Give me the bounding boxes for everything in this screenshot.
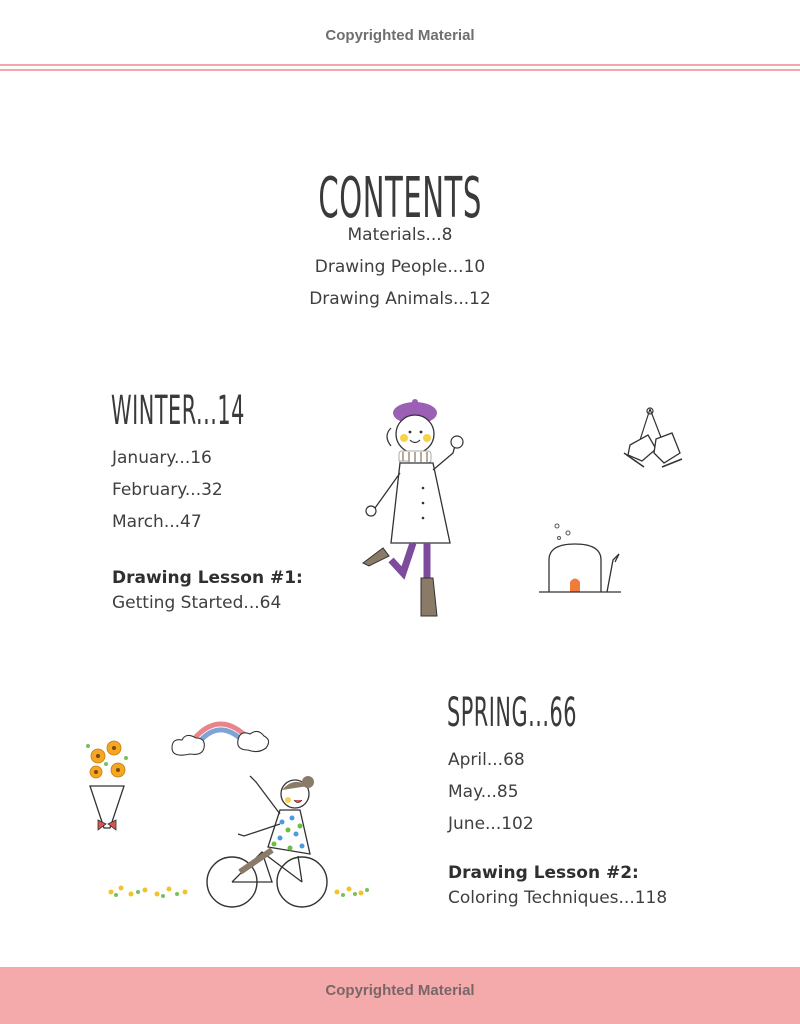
lesson-title: Drawing Lesson #1: [112,568,303,588]
winter-title: WINTER...14 [111,388,245,434]
toc-entry: March...47 [112,512,202,532]
header-rule [0,64,800,66]
winter-list [112,442,223,538]
header-copyright: Copyrighted Material [325,27,475,44]
spring-list [448,744,534,840]
flower-bouquet-icon [80,738,135,838]
toc-entry: May...85 [448,782,519,802]
girl-in-beret-illustration [355,398,475,623]
toc-entry: January...16 [112,448,212,468]
toc-entry: June...102 [448,814,534,834]
lesson-title: Drawing Lesson #2: [448,863,639,883]
intro-list [0,219,800,315]
yellow-flowers-grass-icon [105,880,375,902]
spring-title: SPRING...66 [447,690,578,736]
toc-entry: April...68 [448,750,525,770]
toc-entry: Coloring Techniques...118 [448,888,668,908]
winter-lesson [112,566,303,616]
page-title: CONTENTS [318,165,482,231]
rainbow-with-clouds-icon [168,712,273,762]
snow-hut-icon [535,520,625,595]
footer-copyright: Copyrighted Material [325,982,475,999]
toc-entry: Getting Started...64 [112,593,282,613]
toc-entry: Drawing People...10 [314,257,486,277]
header-rule [0,69,800,71]
toc-entry: Materials...8 [347,225,453,245]
toc-entry: Drawing Animals...12 [309,289,491,309]
spring-lesson [448,861,667,911]
hanging-skates-icon [620,405,685,475]
toc-entry: February...32 [112,480,223,500]
